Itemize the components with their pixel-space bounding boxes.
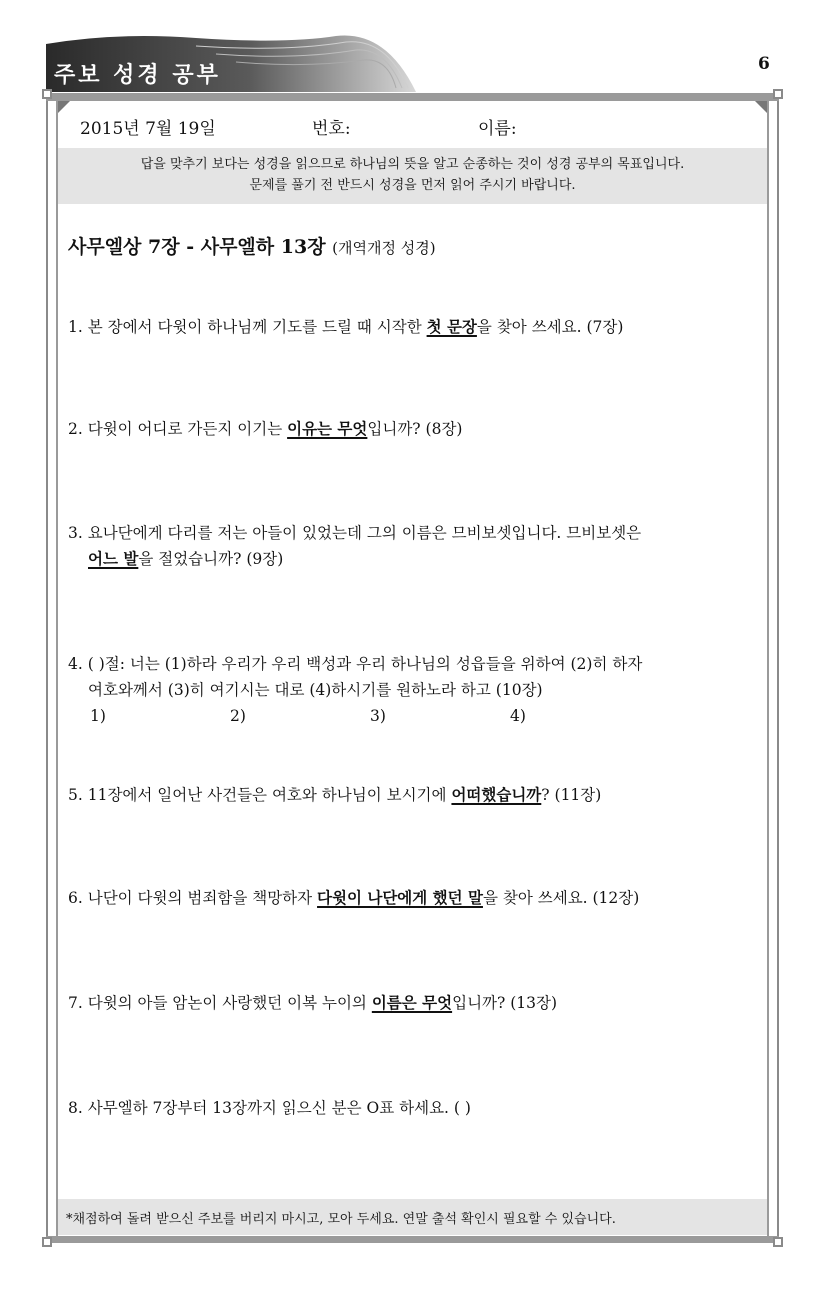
question-6-emphasis: 다윗이 나단에게 했던 말 bbox=[317, 888, 483, 907]
name-label: 이름: bbox=[478, 119, 517, 139]
frame-corner-cap bbox=[42, 89, 52, 99]
question-1 bbox=[68, 314, 748, 340]
instructions-notice bbox=[58, 148, 767, 204]
question-2-text-a: 2. 다윗이 어디로 가든지 이기는 bbox=[68, 420, 288, 438]
frame-corner-cap bbox=[42, 1237, 52, 1247]
question-7-text-a: 7. 다윗의 아들 암논이 사랑했던 이복 누이의 bbox=[68, 994, 372, 1012]
frame-bottom-bar bbox=[46, 1236, 779, 1243]
answer-blank-4: 4) bbox=[510, 707, 526, 725]
question-3-emphasis: 어느 발 bbox=[88, 549, 139, 568]
section-title-text: 사무엘상 7장 - 사무엘하 13장 bbox=[68, 236, 326, 258]
question-4-answer-blanks bbox=[68, 703, 748, 729]
question-6 bbox=[68, 885, 748, 911]
corner-ornament-right bbox=[755, 101, 767, 113]
answer-blank-1: 1) bbox=[90, 707, 106, 725]
answer-blank-3: 3) bbox=[370, 707, 386, 725]
question-5-text-a: 5. 11장에서 일어난 사건들은 여호와 하나님이 보시기에 bbox=[68, 786, 452, 804]
question-4-line-2: 여호와께서 (3)히 여기시는 대로 (4)하시기를 원하노라 하고 (10장) bbox=[88, 681, 543, 699]
question-3-text-a: 3. 요나단에게 다리를 저는 아들이 있었는데 그의 이름은 므비보셋입니다. 므비보셋은 bbox=[68, 524, 642, 542]
date-field: 2015년 7월 19일 bbox=[80, 119, 216, 139]
question-1-text-b: 을 찾아 쓰세요. (7장) bbox=[476, 318, 624, 336]
question-5-emphasis: 어떠했습니까 bbox=[451, 785, 542, 804]
question-1-emphasis: 첫 문장 bbox=[426, 317, 477, 336]
section-title bbox=[68, 232, 436, 259]
footer-note: *채점하여 돌려 받으신 주보를 버리지 마시고, 모아 두세요. 연말 출석 확인시 필요할 수 있습니다. bbox=[58, 1199, 767, 1235]
question-1-text-a: 1. 본 장에서 다윗이 하나님께 기도를 드릴 때 시작한 bbox=[68, 318, 427, 336]
question-8-text: 8. 사무엘하 7장부터 13장까지 읽으신 분은 O표 하세요. ( ) bbox=[68, 1099, 471, 1117]
question-3 bbox=[68, 520, 748, 572]
notice-line-1: 답을 맞추기 보다는 성경을 읽으므로 하나님의 뜻을 알고 순종하는 것이 성경 공부의 목표입니다. bbox=[140, 157, 685, 172]
answer-blank-2: 2) bbox=[230, 707, 246, 725]
question-2 bbox=[68, 416, 748, 442]
question-6-text-b: 을 찾아 쓰세요. (12장) bbox=[482, 889, 640, 907]
page-header-title: 주보 성경 공부 bbox=[54, 63, 221, 88]
notice-line-2: 문제를 풀기 전 반드시 성경을 먼저 읽어 주시기 바랍니다. bbox=[249, 178, 576, 193]
question-7-emphasis: 이름은 무엇 bbox=[371, 993, 453, 1012]
question-4 bbox=[68, 651, 748, 729]
question-2-emphasis: 이유는 무엇 bbox=[287, 419, 368, 438]
question-7-text-b: 입니까? (13장) bbox=[452, 994, 558, 1012]
corner-ornament-left bbox=[58, 101, 70, 113]
question-4-line-1: 4. ( )절: 너는 (1)하라 우리가 우리 백성과 우리 하나님의 성읍들을 위하여 (2)히 하자 bbox=[68, 655, 643, 673]
page-number: 6 bbox=[758, 54, 770, 74]
question-3-text-b: 을 절었습니까? (9장) bbox=[138, 550, 284, 568]
question-8 bbox=[68, 1095, 748, 1121]
frame-corner-cap bbox=[773, 89, 783, 99]
question-6-text-a: 6. 나단이 다윗의 범죄함을 책망하자 bbox=[68, 889, 318, 907]
number-label: 번호: bbox=[312, 119, 351, 139]
question-7 bbox=[68, 990, 748, 1016]
frame-corner-cap bbox=[773, 1237, 783, 1247]
section-subtitle: (개역개정 성경) bbox=[332, 239, 436, 257]
question-5-text-b: ? (11장) bbox=[541, 786, 602, 804]
question-2-text-b: 입니까? (8장) bbox=[367, 420, 463, 438]
question-5 bbox=[68, 782, 748, 808]
